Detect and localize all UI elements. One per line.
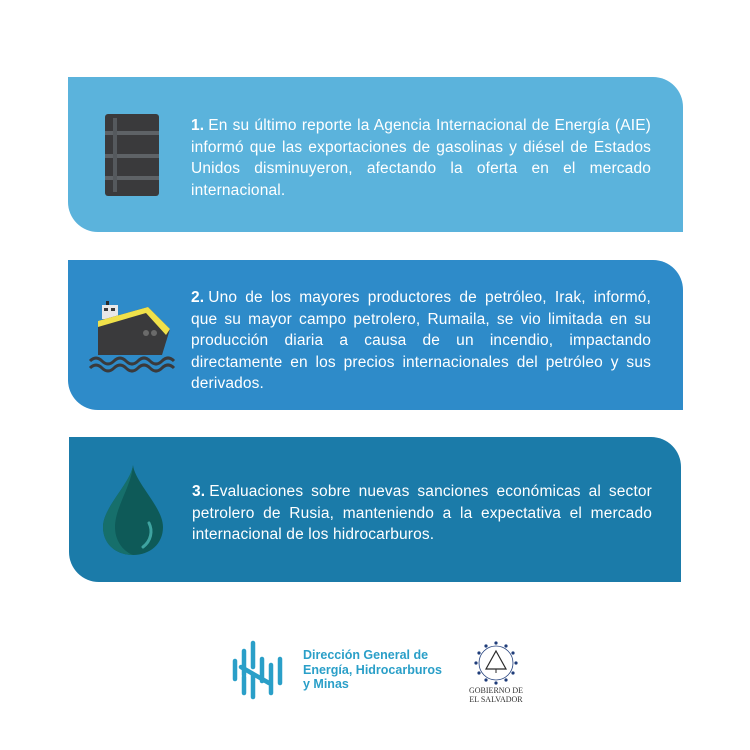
news-card-3 xyxy=(69,437,681,582)
gov-name-line-1: GOBIERNO DE xyxy=(469,686,523,695)
org-name xyxy=(303,648,463,692)
news-text-1 xyxy=(191,115,651,201)
news-card-1 xyxy=(68,77,683,232)
gov-name xyxy=(456,686,536,704)
oil-drop-icon xyxy=(101,463,165,562)
el-salvador-seal-icon xyxy=(473,640,519,691)
tanker-ship-icon xyxy=(88,295,178,378)
news-number-1: 1. xyxy=(191,117,205,134)
news-number-3: 3. xyxy=(192,483,206,500)
news-text-3 xyxy=(192,481,652,546)
news-text-2 xyxy=(191,287,651,395)
oil-barrel-icon xyxy=(105,114,159,201)
news-body-1: En su último reporte la Agencia Internacional de Energía (AIE) informó que las exportaciones de gasolinas y diésel de Estados Unidos disminuyeron, afectando la oferta en el mercado internacional. xyxy=(191,117,651,199)
news-body-3: Evaluaciones sobre nuevas sanciones económicas al sector petrolero de Rusia, manteniendo a la expectativa el mercado internacional de los hidrocarburos. xyxy=(192,483,652,543)
news-card-2 xyxy=(68,260,683,410)
news-number-2: 2. xyxy=(191,289,205,306)
org-name-line-2: Energía, Hidrocarburos xyxy=(303,662,442,677)
news-body-2: Uno de los mayores productores de petróleo, Irak, informó, que su mayor campo petrolero, Rumaila, se vio limitada en su producción diaria a causa de un incendio, impactando directamente en los precios internacionales del petróleo y sus derivados. xyxy=(191,289,651,392)
org-name-line-3: y Minas xyxy=(303,677,349,691)
gov-name-line-2: EL SALVADOR xyxy=(469,695,523,704)
org-name-line-1: Dirección General de xyxy=(303,648,429,662)
dgehm-logo-icon xyxy=(229,637,293,706)
